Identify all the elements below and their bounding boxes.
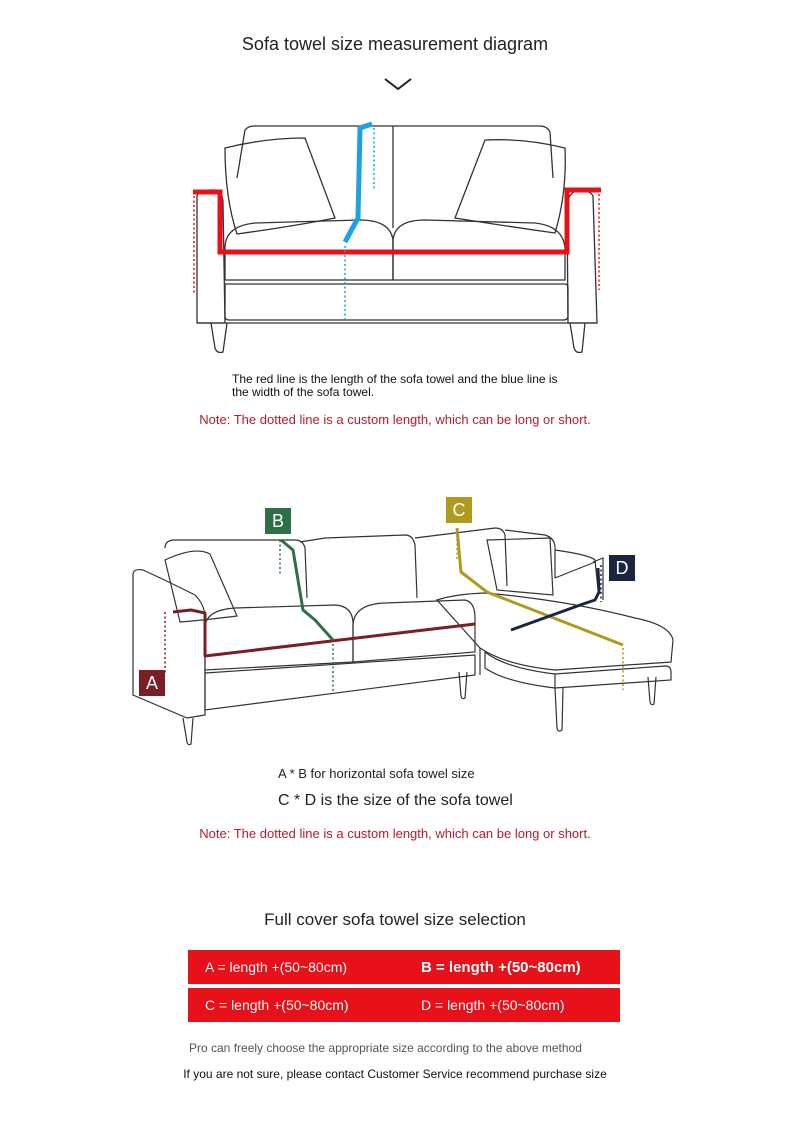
label-b-badge: B [265, 508, 291, 534]
custom-length-note: Note: The dotted line is a custom length, which can be long or short. [199, 412, 591, 427]
length-dotted-extensions [194, 194, 599, 294]
custom-length-note-2: Note: The dotted line is a custom length, which can be long or short. [199, 826, 591, 841]
length-line [193, 190, 601, 252]
line-a [173, 610, 475, 656]
size-cell-d: D = length +(50~80cm) [421, 997, 565, 1013]
table-row [188, 988, 620, 1022]
caption-line-2: the width of the sofa towel. [232, 385, 375, 399]
size-selection-title: Full cover sofa towel size selection [264, 910, 526, 929]
horizontal-size-caption: A * B for horizontal sofa towel size [278, 766, 475, 781]
label-d-badge: D [609, 555, 635, 581]
size-cell-c: C = length +(50~80cm) [205, 997, 349, 1013]
l-sofa-outline [133, 528, 673, 745]
label-c-badge: C [446, 497, 472, 523]
l-sofa-diagram [125, 490, 685, 755]
caption-line-1: The red line is the length of the sofa towel and the blue line is [232, 372, 558, 386]
page-title: Sofa towel size measurement diagram [241, 34, 549, 54]
table-row [188, 950, 620, 984]
size-cell-b: B = length +(50~80cm) [421, 958, 581, 976]
chevron-down-icon [383, 76, 413, 92]
sofa-length-width-diagram [185, 108, 605, 360]
width-line [345, 124, 372, 242]
diagram-caption [232, 373, 572, 399]
label-a-badge: A [139, 670, 165, 696]
size-selection-table [188, 950, 620, 1026]
size-choice-note: Pro can freely choose the appropriate size according to the above method [189, 1041, 582, 1055]
sofa-outline [197, 126, 597, 353]
chaise-size-caption: C * D is the size of the sofa towel [278, 792, 513, 809]
contact-service-note: If you are not sure, please contact Customer Service recommend purchase size [183, 1067, 607, 1081]
size-cell-a: A = length +(50~80cm) [205, 959, 348, 975]
